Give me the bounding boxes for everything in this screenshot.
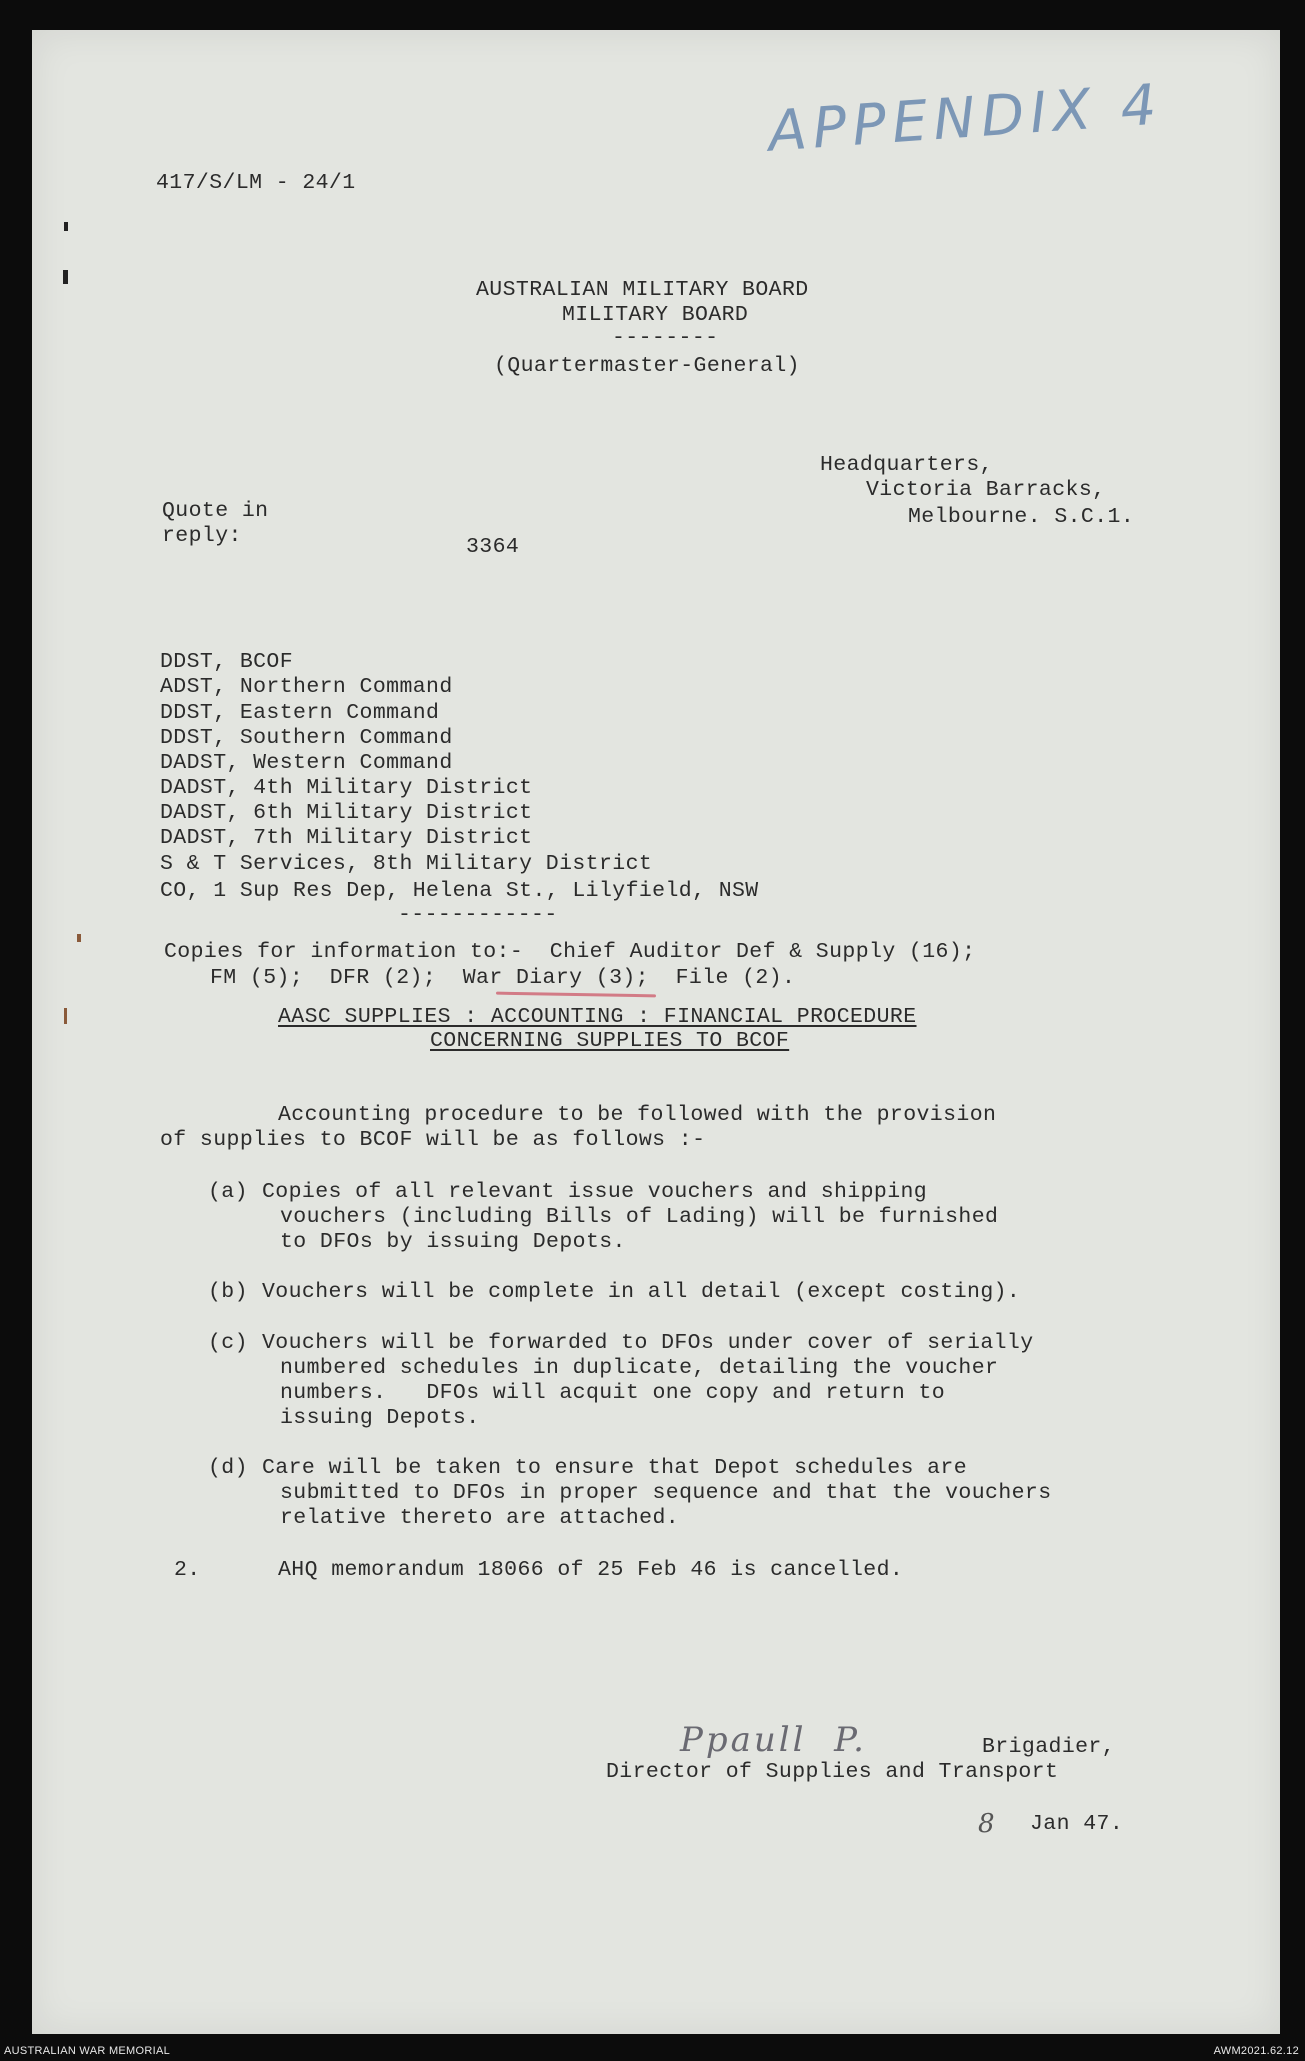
quote-number: 3364 (466, 535, 520, 559)
distribution-item: DDST, Southern Command (160, 726, 453, 750)
quote-label-1: Quote in (162, 499, 269, 523)
distribution-item: DDST, BCOF (160, 650, 294, 674)
distribution-item: DADST, 4th Military District (160, 776, 533, 800)
signature-rank: Brigadier, (982, 1735, 1116, 1759)
item-b-line: Vouchers will be complete in all detail (except costing). (262, 1280, 1021, 1304)
signature-title: Director of Supplies and Transport (606, 1760, 1059, 1784)
intro-line-1: Accounting procedure to be followed with the provision (278, 1103, 997, 1127)
item-d-line: Care will be taken to ensure that Depot schedules are (262, 1456, 968, 1480)
item-label-d: (d) (208, 1456, 248, 1480)
address-line-3: Melbourne. S.C.1. (908, 505, 1135, 529)
header-line-2: MILITARY BOARD (562, 303, 749, 327)
header-line-3: (Quartermaster-General) (494, 354, 800, 378)
margin-mark (63, 270, 68, 284)
item-a-line: Copies of all relevant issue vouchers and shipping (262, 1180, 928, 1204)
signature-scrawl: Ppaull P. (680, 1720, 867, 1760)
copies-line-2: FM (5); DFR (2); War Diary (3); File (2). (210, 966, 796, 990)
file-reference: 417/S/LM - 24/1 (156, 171, 356, 195)
item-d-line: relative thereto are attached. (280, 1506, 680, 1530)
distribution-item: ADST, Northern Command (160, 675, 453, 699)
distribution-item: S & T Services, 8th Military District (160, 852, 653, 876)
para-2-number: 2. (174, 1558, 201, 1582)
para-2-text: AHQ memorandum 18066 of 25 Feb 46 is cancelled. (278, 1558, 904, 1582)
distribution-separator: ------------ (398, 903, 558, 927)
footer-right: AWM2021.62.12 (1213, 2045, 1299, 2057)
subject-line-1: AASC SUPPLIES : ACCOUNTING : FINANCIAL PROCEDURE (278, 1005, 917, 1029)
quote-label-2: reply: (162, 524, 242, 548)
item-label-b: (b) (208, 1280, 248, 1304)
item-label-a: (a) (208, 1180, 248, 1204)
signature-date: Jan 47. (1030, 1812, 1124, 1836)
item-c-line: numbers. DFOs will acquit one copy and return to (280, 1381, 946, 1405)
margin-mark (64, 222, 68, 231)
address-line-2: Victoria Barracks, (866, 478, 1106, 502)
copies-line-1: Copies for information to:- Chief Auditor Def & Supply (16); (164, 940, 976, 964)
distribution-item: DADST, 6th Military District (160, 801, 533, 825)
item-a-line: to DFOs by issuing Depots. (280, 1230, 626, 1254)
item-a-line: vouchers (including Bills of Lading) will be furnished (280, 1205, 999, 1229)
distribution-item: CO, 1 Sup Res Dep, Helena St., Lilyfield, NSW (160, 879, 759, 903)
item-c-line: numbered schedules in duplicate, detailing the voucher (280, 1356, 999, 1380)
distribution-item: DADST, Western Command (160, 751, 453, 775)
footer-left: AUSTRALIAN WAR MEMORIAL (4, 2045, 171, 2057)
signature-day: 8 (978, 1809, 995, 1839)
item-c-line: issuing Depots. (280, 1406, 480, 1430)
intro-line-2: of supplies to BCOF will be as follows :- (160, 1128, 706, 1152)
margin-mark (64, 1008, 67, 1024)
distribution-item: DDST, Eastern Command (160, 701, 440, 725)
appendix-annotation: APPENDIX 4 (766, 72, 1165, 165)
subject-line-2: CONCERNING SUPPLIES TO BCOF (430, 1029, 790, 1053)
item-label-c: (c) (208, 1331, 248, 1355)
header-line-1: AUSTRALIAN MILITARY BOARD (476, 278, 809, 302)
item-c-line: Vouchers will be forwarded to DFOs under cover of serially (262, 1331, 1034, 1355)
distribution-item: DADST, 7th Military District (160, 826, 533, 850)
item-d-line: submitted to DFOs in proper sequence and that the vouchers (280, 1481, 1052, 1505)
margin-mark (77, 934, 81, 942)
address-line-1: Headquarters, (820, 453, 993, 477)
header-dashes: -------- (612, 326, 719, 350)
